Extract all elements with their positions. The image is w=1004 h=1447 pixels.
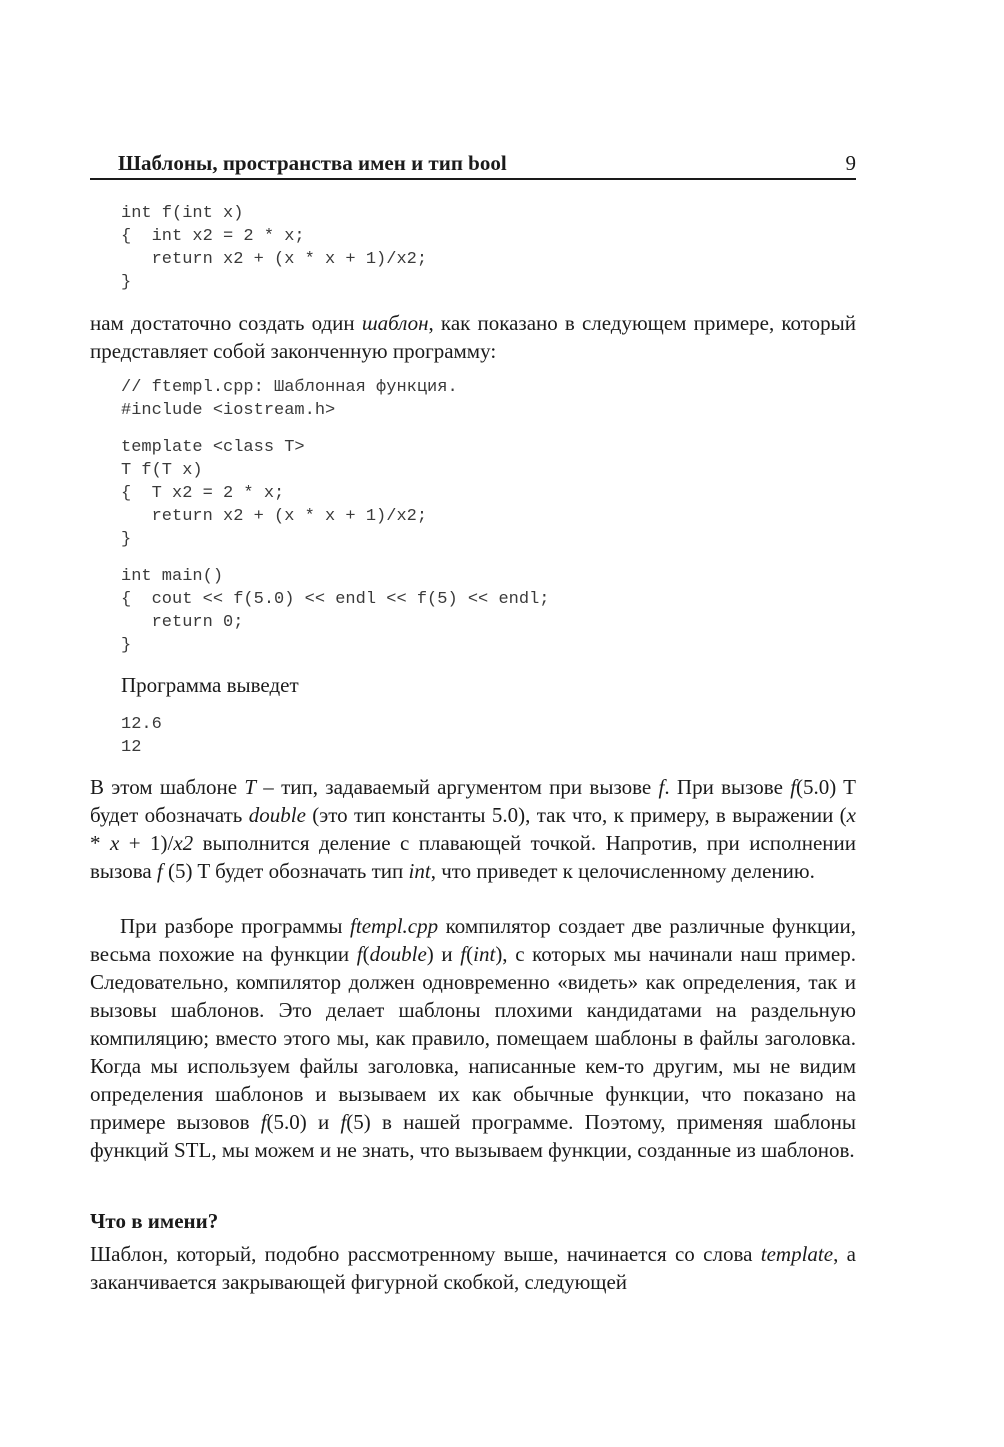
code-line: return x2 + (x * x + 1)/x2; xyxy=(121,250,428,269)
header-title: Шаблоны, пространства имен и тип bool xyxy=(118,151,507,175)
code-line: return x2 + (x * x + 1)/x2; xyxy=(121,507,428,526)
code-line: int f(int x) xyxy=(121,204,244,223)
code-line: { T x2 = 2 * x; xyxy=(121,484,285,503)
code-block-output xyxy=(121,713,162,759)
code-line: } xyxy=(121,273,132,292)
code-line: { cout << f(5.0) << endl << f(5) << endl; xyxy=(121,590,550,609)
code-line: T f(T x) xyxy=(121,461,203,480)
paragraph-template-name: Шаблон, который, подобно рассмотренному выше, начинается со слова template, а заканчивается закрывающей фигурной скобкой, следующей xyxy=(90,1242,856,1294)
code-line: } xyxy=(121,636,132,655)
code-line: // ftempl.cpp: Шаблонная функция. xyxy=(121,378,458,397)
output-line: 12.6 xyxy=(121,715,162,734)
paragraph-template-type: В этом шаблоне T – тип, задаваемый аргументом при вызове f. При вызове f(5.0) T будет обозначать double (это тип константы 5.0), так что, к примеру, в выражении (x * x + 1)/x2 выполнится деление с плавающей точкой. Напротив, при исполнении вызова f (5) T будет обозначать тип int, что приведет к целочисленному делению. xyxy=(90,775,857,883)
paragraph-intro: нам достаточно создать один шаблон, как показано в следующем примере, который представляет собой законченную программу: xyxy=(90,311,856,363)
code-line: { int x2 = 2 * x; xyxy=(121,227,305,246)
running-header xyxy=(90,150,856,180)
code-line: } xyxy=(121,530,132,549)
section-heading: Что в имени? xyxy=(90,1209,219,1233)
code-line: return 0; xyxy=(121,613,244,632)
code-line: template <class T> xyxy=(121,438,305,457)
paragraph-compilation: При разборе программы ftempl.cpp компилятор создает две различные функции, весьма похожие на функции f(double) и f(int), с которых мы начинали наш пример. Следовательно, компилятор должен одновременно «видеть» как определения, так и вызовы шаблонов. Это делает шаблоны плохими кандидатами на раздельную компиляцию; вместо этого мы, как правило, помещаем шаблоны в файлы заголовка. Когда мы используем файлы заголовка, написанные кем-то другим, мы не видим определения шаблонов и вызываем их как обычные функции, что показано на примере вызовов f(5.0) и f(5) в нашей программе. Поэтому, применяя шаблоны функций STL, мы можем и не знать, что вызываем функции, созданные из шаблонов. xyxy=(90,914,856,1162)
output-label: Программа выведет xyxy=(121,673,299,697)
emphasis: шаблон xyxy=(361,311,429,335)
code-line: int main() xyxy=(121,567,224,586)
code-block-function xyxy=(121,202,427,294)
code-line: #include <iostream.h> xyxy=(121,401,336,420)
page-number: 9 xyxy=(845,151,856,175)
output-line: 12 xyxy=(121,738,142,757)
code-block-program xyxy=(121,376,549,657)
